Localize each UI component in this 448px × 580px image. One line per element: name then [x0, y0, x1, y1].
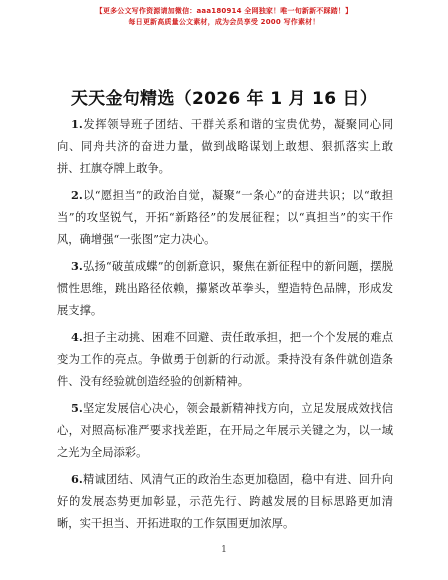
promo-banner-line-1: 【更多公文写作资源请加微信：aaa180914 全网独家！唯一旬新新不踩踏！】 — [95, 7, 353, 15]
paragraph-6 — [57, 468, 393, 535]
paragraph-text: 坚定发展信心决心，领会最新精神找方向，立足发展成效找信心，对照高标准严要求找差距，在开局之年展示关键之为，以一域之光为全局添彩。 — [57, 402, 393, 459]
paragraph-text: 发挥领导班子团结、干群关系和谐的宝贵优势，凝聚同心同向、同舟共济的奋进力量，做到战略谋划上敢想、狠抓落实上敢拼、扛旗夺牌上敢争。 — [57, 118, 393, 175]
paragraph-1 — [57, 113, 393, 180]
paragraph-number: 1. — [71, 117, 83, 131]
paragraph-2 — [57, 184, 393, 251]
paragraph-number: 5. — [71, 401, 83, 415]
promo-banner — [0, 6, 448, 28]
paragraph-text: 弘扬“破茧成蝶”的创新意识，聚焦在新征程中的新问题，摆脱惯性思维，跳出路径依赖，攥紧改革拳头，塑造特色品牌，形成发展支撑。 — [57, 260, 393, 317]
paragraph-number: 6. — [71, 472, 83, 486]
paragraph-4 — [57, 326, 393, 393]
paragraph-3 — [57, 255, 393, 322]
promo-banner-line-2: 每日更新高质量公文素材，成为会员享受 2000 写作素材！ — [128, 18, 320, 26]
document-title: 天天金句精选（2026 年 1 月 16 日） — [70, 89, 378, 109]
paragraph-text: 精诚团结、风清气正的政治生态更加稳固，稳中有进、回升向好的发展态势更加彰显，示范先行、跨越发展的目标思路更加清晰，实干担当、开拓进取的工作氛围更加浓厚。 — [57, 473, 393, 530]
paragraph-text: 担子主动挑、困难不回避、责任敢承担，把一个个发展的难点变为工作的亮点。争做勇于创新的行动派。秉持没有条件就创造条件、没有经验就创造经验的创新精神。 — [57, 331, 393, 388]
paragraph-5 — [57, 397, 393, 464]
paragraph-number: 3. — [71, 259, 83, 273]
document-body — [57, 113, 393, 539]
paragraph-text: 以“愿担当”的政治自觉，凝聚“一条心”的奋进共识；以“敢担当”的攻坚锐气，开拓“新路径”的发展征程；以“真担当”的实干作风，确增强“一张图”定力决心。 — [57, 189, 393, 246]
page-number: 1 — [221, 545, 227, 555]
paragraph-number: 4. — [71, 330, 83, 344]
paragraph-number: 2. — [71, 188, 83, 202]
